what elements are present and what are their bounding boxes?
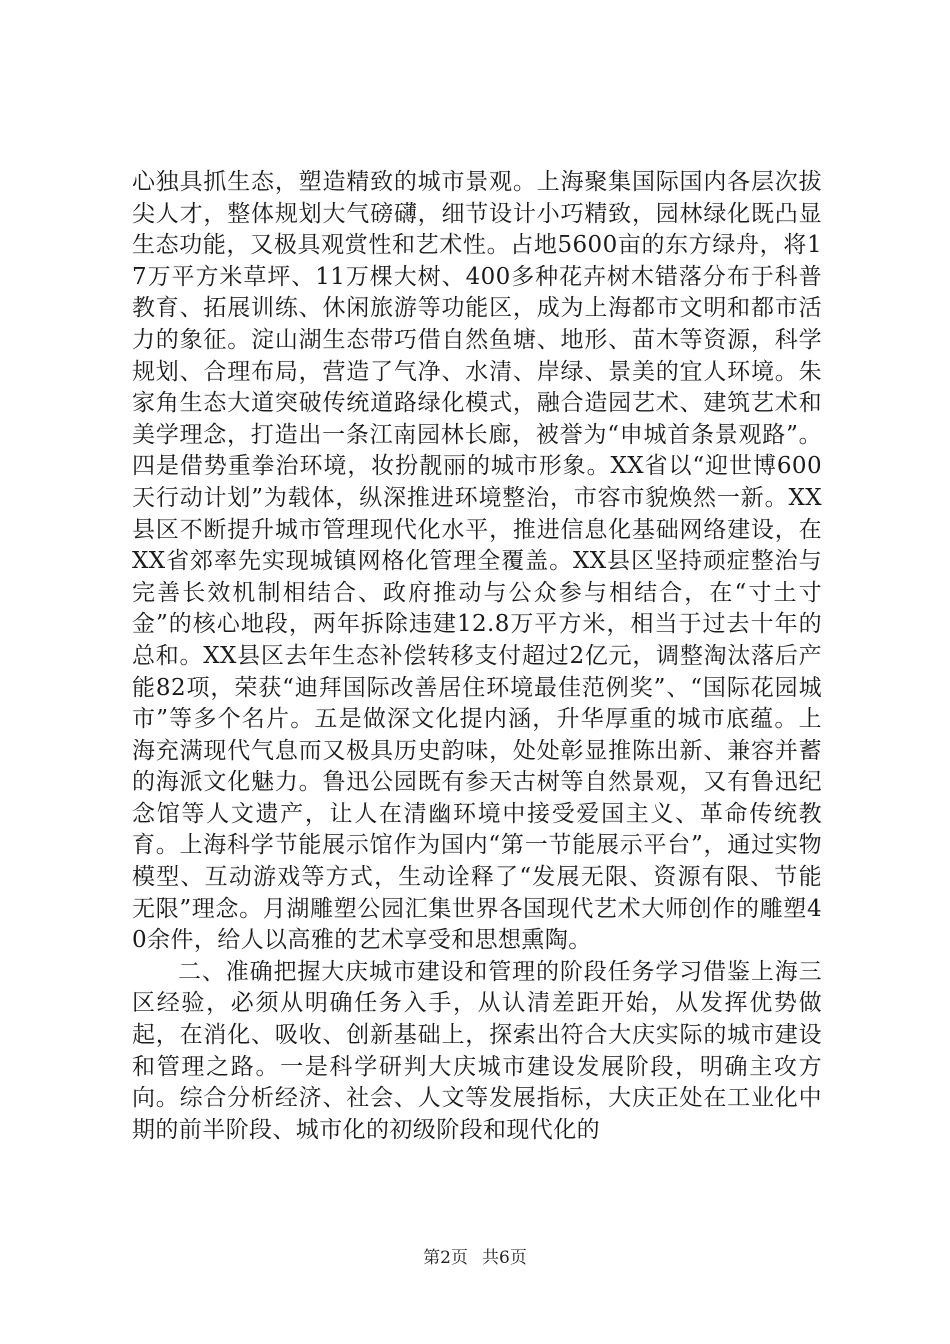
page-number: 第2页 [423, 1248, 468, 1268]
document-body [132, 167, 822, 1146]
paragraph-1: 心独具抓生态，塑造精致的城市景观。上海聚集国际国内各层次拔尖人才，整体规划大气磅礴，细节设计小巧精致，园林绿化既凸显生态功能，又极具观赏性和艺术性。占地5600亩的东方绿舟，将17万平方米草坪、11万棵大树、400多种花卉树木错落分布于科普教育、拓展训练、休闲旅游等功能区，成为上海都市文明和都市活力的象征。淀山湖生态带巧借自然鱼塘、地形、苗木等资源，科学规划、合理布局，营造了气净、水清、岸绿、景美的宜人环境。朱家角生态大道突破传统道路绿化模式，融合造园艺术、建筑艺术和美学理念，打造出一条江南园林长廊，被誉为“申城首条景观路”。四是借势重拳治环境，妆扮靓丽的城市形象。XX省以“迎世博600天行动计划”为载体，纵深推进环境整治，市容市貌焕然一新。XX县区不断提升城市管理现代化水平，推进信息化基础网络建设，在XX省郊率先实现城镇网格化管理全覆盖。XX县区坚持顽症整治与完善长效机制相结合、政府推动与公众参与相结合，在“寸土寸金”的核心地段，两年拆除违建12.8万平方米，相当于过去十年的总和。XX县区去年生态补偿转移支付超过2亿元，调整淘汰落后产能82项，荣获“迪拜国际改善居住环境最佳范例奖”、“国际花园城市”等多个名片。五是做深文化提内涵，升华厚重的城市底蕴。上海充满现代气息而又极具历史韵味，处处彰显推陈出新、兼容并蓄的海派文化魅力。鲁迅公园既有参天古树等自然景观，又有鲁迅纪念馆等人文遗产，让人在清幽环境中接受爱国主义、革命传统教育。上海科学节能展示馆作为国内“第一节能展示平台”，通过实物模型、互动游戏等方式，生动诠释了“发展无限、资源有限、节能无限”理念。月湖雕塑公园汇集世界各国现代艺术大师创作的雕塑40余件，给人以高雅的艺术享受和思想熏陶。 [132, 169, 822, 954]
paragraph-2: 二、准确把握大庆城市建设和管理的阶段任务学习借鉴上海三区经验，必须从明确任务入手，从认清差距开始，从发挥优势做起，在消化、吸收、创新基础上，探索出符合大庆实际的城市建设和管理之路。一是科学研判大庆城市建设发展阶段，明确主攻方向。综合分析经济、社会、人文等发展指标，大庆正处在工业化中期的前半阶段、城市化的初级阶段和现代化的 [132, 958, 822, 1143]
page-footer [0, 1243, 950, 1268]
page-total: 共6页 [482, 1248, 527, 1268]
